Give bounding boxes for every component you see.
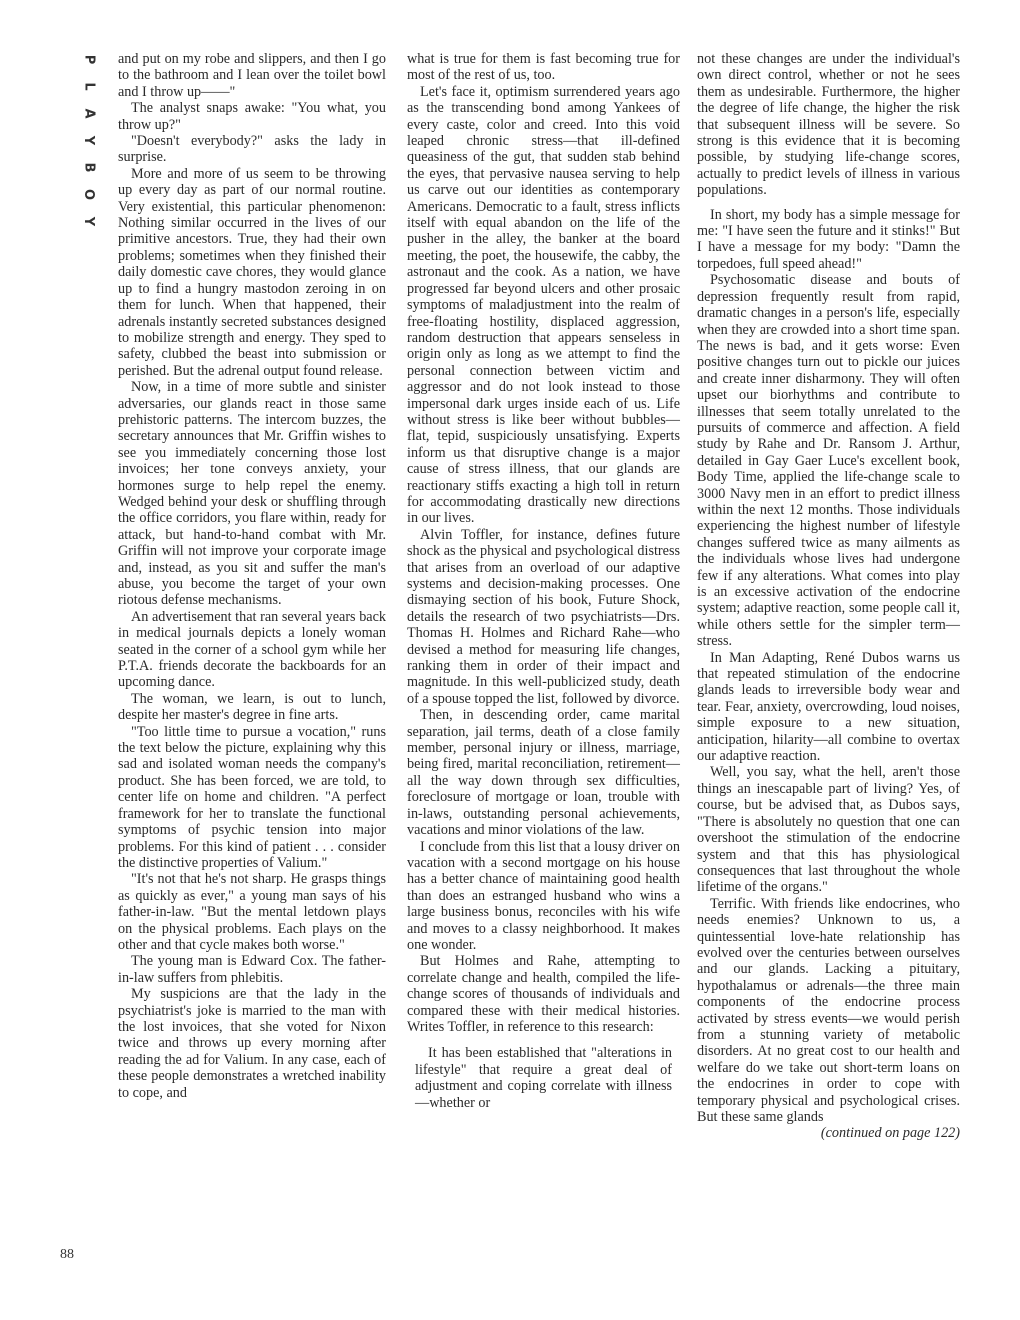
paragraph: Psychosomatic disease and bouts of depression frequently result from rapid, dramatic changes in a person's life, especially when they are crowded into a short time span. The news is bad, and it gets worse: Even positive changes turn out to pickle our juices and create inner disharmony. They will often upset our biorhythms and contribute to illnesses that seem totally unrelated to the pursuits of commerce and affection. A field study by Rahe and Dr. Ransom J. Arthur, detailed in Gay Gaer Luce's excellent book, Body Time, applied the life-change scale to 3000 Navy men in an effort to predict illness within the next 12 months. Those individuals experiencing the highest number of lifestyle changes suffered twice as many ailments as the individuals whose lives had undergone few if any alterations. What comes into play is an excessive activation of the endocrine system; adaptive reaction, some people call it, while others settle for the simpler term—stress. — [697, 272, 960, 650]
text-column-2 — [407, 51, 680, 1111]
paragraph: "Too little time to pursue a vocation," runs the text below the picture, explaining why this sad and isolated woman needs the company's product. She has been forced, we are told, to center life on home and children. "A perfect framework for her to translate the functional symptoms of psychic tension into major problems. For this kind of patient . . . consider the distinctive properties of Valium." — [118, 723, 386, 871]
paragraph: Well, you say, what the hell, aren't those things an inescapable part of living? Yes, of course, but be advised that, as Dubos says, "There is absolutely no question that one can overshoot the stimulation of the endocrine system and that this has physiological consequences that last throughout the whole lifetime of the organs." — [697, 764, 960, 896]
magazine-side-label — [78, 46, 100, 235]
side-letter: L — [81, 82, 97, 91]
paragraph: Let's face it, optimism surrendered years ago as the transcending bond among Yankees of every caste, color and creed. Into this void leaped chronic stress—that ill-defined queasiness of the gut, that sudden stab behind the eyes, that pervasive nausea serving to help us carve out our identities as contemporary Americans. Democratic to a fault, stress inflicts itself with equal abandon on the life of the pusher in the alley, the banker at the board meeting, the poet, the housewife, the cabby, the astronaut and the cook. As a nation, we have progressed far beyond ulcers and other prosaic symptoms of maladjustment into the realm of free-floating hostility, displaced aggression, random destruction that appears senseless in origin only as long as we attempt to find the personal connection between victim and aggressor and do not look instead to those impersonal dark urges inside each of us. Life without stress is like beer without bubbles—flat, tepid, suspiciously unsatisfying. Experts inform us that disruptive change is a major cause of stress illness, that our glands are reactionary stiffs exacting a high toll in return for accommodating drastically new directions in our lives. — [407, 83, 680, 527]
paragraph: and put on my robe and slippers, and then I go to the bathroom and I lean over the toilet bowl and I throw up——" — [118, 51, 386, 100]
paragraph: In Man Adapting, René Dubos warns us that repeated stimulation of the endocrine glands leads to irreversible body wear and tear. Fear, anxiety, overcrowding, loud noises, simple exposure to a new situation, anticipation, hilarity—all combine to overtax our adaptive reaction. — [697, 649, 960, 765]
continued-note: (continued on page 122) — [820, 1125, 960, 1142]
paragraph: I conclude from this list that a lousy driver on vacation with a second mortgage on his house has a better chance of maintaining good health than does an estranged husband who wins a large business bonus, reconciles with his wife and moves to a classy neighborhood. It makes one wonder. — [407, 838, 680, 953]
paragraph: More and more of us seem to be throwing up every day as part of our normal routine. Very existential, this particular phenomenon: Nothing similar occurred in the lives of our primitive ancestors. True, they had their own problems; sometimes when they finished their daily domestic cave chores, they would glance up to find a hungry mastodon zeroing in on them for lunch. When that happened, their adrenals instantly secreted substances designed to mobilize strength and energy. They sped to safety, clubbed the beast into submission or perished. But the adrenal output found release. — [118, 165, 386, 379]
side-letter: O — [81, 188, 97, 201]
side-letter: Y — [81, 135, 97, 146]
paragraph: not these changes are under the individual's own direct control, whether or not he sees them as undesirable. Furthermore, the higher the degree of life change, the higher the risk that subsequent illness will be severe. So strong is this evidence that it is becoming possible, by studying life-change scores, actually to predict levels of illness in various populations. — [697, 51, 960, 199]
paragraph: what is true for them is fast becoming true for most of the rest of us, too. — [407, 51, 680, 84]
page-number: 88 — [60, 1247, 74, 1262]
paragraph: In short, my body has a simple message for me: "I have seen the future and it stinks!" But I have a message for my body: "Damn the torpedoes, full speed ahead!" — [697, 206, 960, 272]
paragraph: Alvin Toffler, for instance, defines future shock as the physical and psychological distress that arises from an overload of our adaptive systems and decision-making processes. One dismaying section of his book, Future Shock, details the research of two psychiatrists—Drs. Thomas H. Holmes and Richard Rahe—who devised a method for measuring life changes, ranking them in order of their impact and magnitude. In this well-publicized study, death of a spouse topped the list, followed by divorce. — [407, 526, 680, 707]
paragraph: The analyst snaps awake: "You what, you throw up?" — [118, 100, 386, 133]
paragraph: Now, in a time of more subtle and sinister adversaries, our glands react in those same prehistoric patterns. The intercom buzzes, the secretary announces that Mr. Griffin wishes to see you immediately concerning those lost invoices; her tone conveys anxiety, your hormones surge to help repel the enemy. Wedged behind your desk or shuffling through the office corridors, you flare within, ready for attack, but hand-to-hand combat with Mr. Griffin will not improve your corporate image and, instead, as you sit and suffer the man's abuse, you become the target of your own riotous defense mechanisms. — [118, 379, 386, 609]
paragraph: Terrific. With friends like endocrines, who needs enemies? Unknown to us, a quintessential love-hate relationship has evolved over the centuries between ourselves and our glands. Lacking a pituitary, hypothalamus or adrenals—the three main components of the endocrine process activated by stress events—we would perish from a stunning variety of metabolic disorders. At no great cost to our health and welfare do we take out short-term loans on the endocrines in order to cope with temporary physical and psychological crises. But these same glands — [697, 895, 960, 1125]
paragraph: But Holmes and Rahe, attempting to correlate change and health, compiled the life-change scores of thousands of individuals and compared these with their medical histories. Writes Toffler, in reference to this research: — [407, 953, 680, 1035]
paragraph: The woman, we learn, is out to lunch, despite her master's degree in fine arts. — [118, 690, 386, 724]
text-column-3 — [697, 51, 960, 1142]
side-letter: Y — [81, 216, 97, 227]
paragraph: My suspicions are that the lady in the psychiatrist's joke is married to the man with the lost invoices, that she voted for Nixon twice and throws up every morning after reading the ad for Valium. In any case, each of these people demonstrates a wretched inability to cope, and — [118, 986, 386, 1101]
paragraph: The young man is Edward Cox. The father-in-law suffers from phlebitis. — [118, 953, 386, 986]
paragraph: "Doesn't everybody?" asks the lady in surprise. — [118, 133, 386, 166]
side-letter: B — [81, 162, 97, 173]
paragraph: An advertisement that ran several years back in medical journals depicts a lonely woman seated in the corner of a school gym while her P.T.A. friends decorate the backboards for an upcoming dance. — [118, 608, 386, 691]
paragraph: "It's not that he's not sharp. He grasps things as quickly as ever," a young man says of his father-in-law. "But the mental letdown plays on the physical problems. Each plays on the other and that cycle makes both worse." — [118, 871, 386, 953]
side-letter: P — [81, 54, 97, 65]
side-letter: A — [81, 108, 97, 119]
paragraph: Then, in descending order, came marital separation, jail terms, death of a close family member, personal injury or illness, marriage, being fired, marital reconciliation, retirement—all the way down through sex difficulties, foreclosure of mortgage or loan, trouble with in-laws, outstanding personal achievements, vacations and minor violations of the law. — [407, 707, 680, 839]
text-column-1 — [118, 51, 386, 1101]
block-quote: It has been established that "alterations in lifestyle" that require a great deal of adjustment and coping correlate with illness—whether or — [415, 1045, 672, 1111]
